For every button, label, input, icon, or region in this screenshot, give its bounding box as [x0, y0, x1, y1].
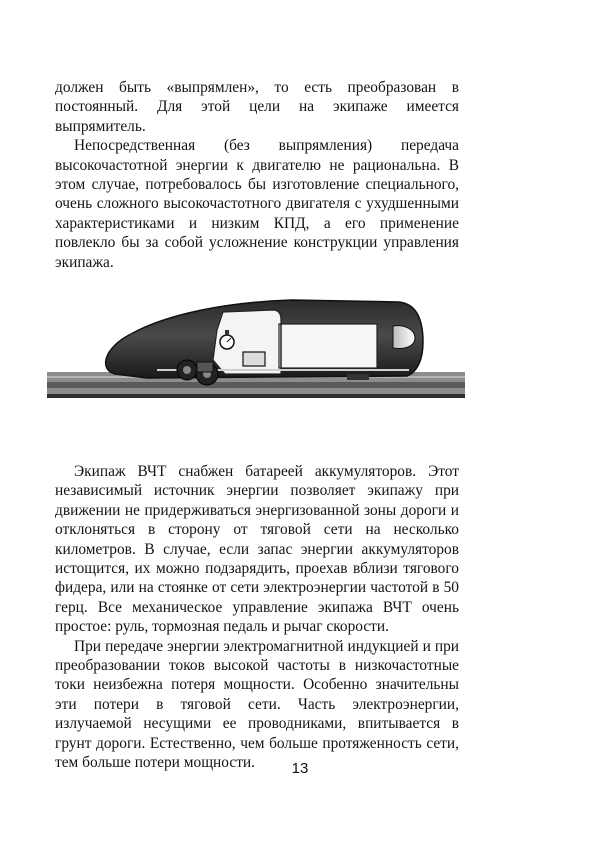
top-text-block: [55, 78, 459, 272]
paragraph-battery: Экипаж ВЧТ снабжен батареей аккумуляторов. Этот независимый источник энергии позволяет экипажу при движении не придерживаться энергизованной зоны дороги и отклоняться в сторону от тяговой сети на несколько километров. В случае, если запас энергии аккумуляторов истощится, их можно подзарядить, проехав вблизи тягового фидера, или на стоянке от сети электроэнергии частотой в 50 герц. Все механическое управление экипажа ВЧТ очень простое: руль, тормозная педаль и рычаг скорости.: [55, 463, 459, 636]
vehicle-illustration: [47, 290, 465, 422]
bottom-text-block: [55, 462, 459, 773]
paragraph-power-loss: При передаче энергии электромагнитной индукцией и при преобразовании токов высокой частоты в низкочастотные токи неизбежна потеря мощности. Особенно значительны эти потери в тяговой сети. Часть электроэнергии, излучаемой несущими ее проводниками, впитывается в грунт дороги. Естественно, чем больше протяженность сети, тем больше потери мощности.: [55, 637, 459, 772]
page-number: 13: [291, 760, 309, 777]
paragraph-direct-transfer: Непосредственная (без выпрямления) передача высокочастотной энергии к двигателю не рациональна. В этом случае, потребовалось бы изготовление специального, очень сложного высокочастотного двигателя с ухудшенными характеристиками и низким КПД, а его применение повлекло бы за собой усложнение конструкции управления экипажа.: [55, 137, 459, 271]
vehicle-body: [106, 300, 423, 378]
paragraph-continuation: должен быть «выпрямлен», то есть преобразован в постоянный. Для этой цели на экипаже имеется выпрямитель.: [55, 79, 459, 135]
